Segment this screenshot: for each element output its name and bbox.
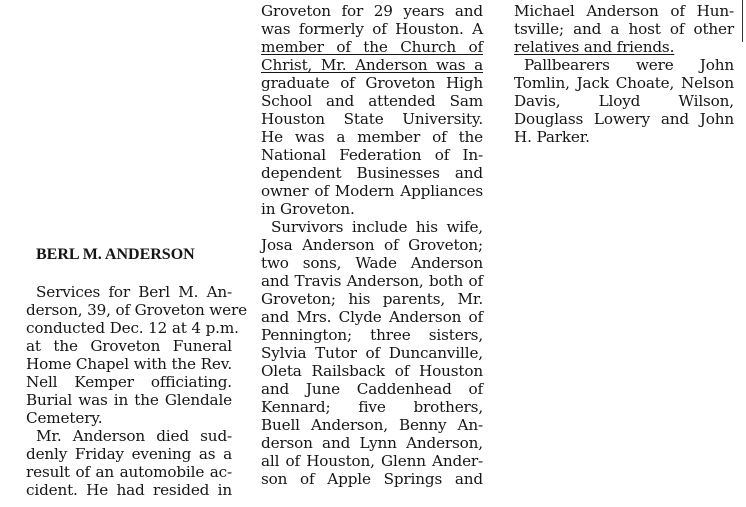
- article-line: Buell Anderson, Benny An-: [261, 416, 483, 434]
- article-line: son of Apple Springs and: [261, 470, 483, 488]
- article-line: School and attended Sam: [261, 92, 483, 110]
- article-line: Home Chapel with the Rev.: [26, 355, 233, 373]
- article-line: and Mrs. Clyde Anderson of: [261, 308, 483, 326]
- article-line: all of Houston, Glenn Ander-: [261, 452, 483, 470]
- article-line: Survivors include his wife,: [271, 218, 483, 236]
- article-line: conducted Dec. 12 at 4 p.m.: [26, 319, 239, 337]
- article-line: Oleta Railsback of Houston: [261, 362, 483, 380]
- article-line: Houston State University.: [261, 110, 483, 128]
- article-line: Pennington; three sisters,: [261, 326, 483, 344]
- article-line: Josa Anderson of Groveton;: [261, 236, 483, 254]
- article-line: graduate of Groveton High: [261, 74, 483, 92]
- article-line: Kennard; five brothers,: [261, 398, 483, 416]
- article-line: Groveton for 29 years and: [261, 2, 483, 20]
- article-line: Pallbearers were John: [524, 56, 734, 74]
- article-line: Mr. Anderson died sud-: [36, 427, 232, 445]
- article-line: Cemetery.: [26, 409, 103, 427]
- obituary-heading: BERL M. ANDERSON: [36, 246, 195, 263]
- column-3: [514, 2, 734, 146]
- article-line: Nell Kemper officiating.: [26, 373, 232, 391]
- article-line: dependent Businesses and: [261, 164, 483, 182]
- article-line: Burial was in the Glendale: [26, 391, 232, 409]
- article-line: was formerly of Houston. A: [261, 20, 483, 38]
- article-line: Groveton; his parents, Mr.: [261, 290, 483, 308]
- article-line: He was a member of the: [261, 128, 483, 146]
- article-line: Services for Berl M. An-: [36, 283, 232, 301]
- article-line: member of the Church of: [261, 38, 483, 56]
- article-line: National Federation of In-: [261, 146, 483, 164]
- article-line: denly Friday evening as a: [26, 445, 232, 463]
- column-2: [261, 2, 483, 488]
- article-line: at the Groveton Funeral: [26, 337, 232, 355]
- article-line: cident. He had resided in: [26, 481, 232, 499]
- article-line: tsville; and a host of other: [514, 20, 734, 38]
- article-line: and Travis Anderson, both of: [261, 272, 483, 290]
- article-line: two sons, Wade Anderson: [261, 254, 483, 272]
- article-line: Davis, Lloyd Wilson,: [514, 92, 734, 110]
- column-rule: [742, 0, 743, 42]
- article-line: H. Parker.: [514, 128, 590, 146]
- article-line: and June Caddenhead of: [261, 380, 483, 398]
- article-line: Douglass Lowery and John: [514, 110, 734, 128]
- article-line: in Groveton.: [261, 200, 355, 218]
- column-1: [26, 245, 247, 499]
- article-line: relatives and friends.: [514, 38, 675, 56]
- article-line: derson and Lynn Anderson,: [261, 434, 483, 452]
- article-line: Christ, Mr. Anderson was a: [261, 56, 483, 74]
- article-line: result of an automobile ac-: [26, 463, 232, 481]
- article-line: derson, 39, of Groveton were: [26, 301, 247, 319]
- article-line: Michael Anderson of Hun-: [514, 2, 734, 20]
- article-line: Tomlin, Jack Choate, Nelson: [514, 74, 734, 92]
- article-line: owner of Modern Appliances: [261, 182, 483, 200]
- article-line: Sylvia Tutor of Duncanville,: [261, 344, 483, 362]
